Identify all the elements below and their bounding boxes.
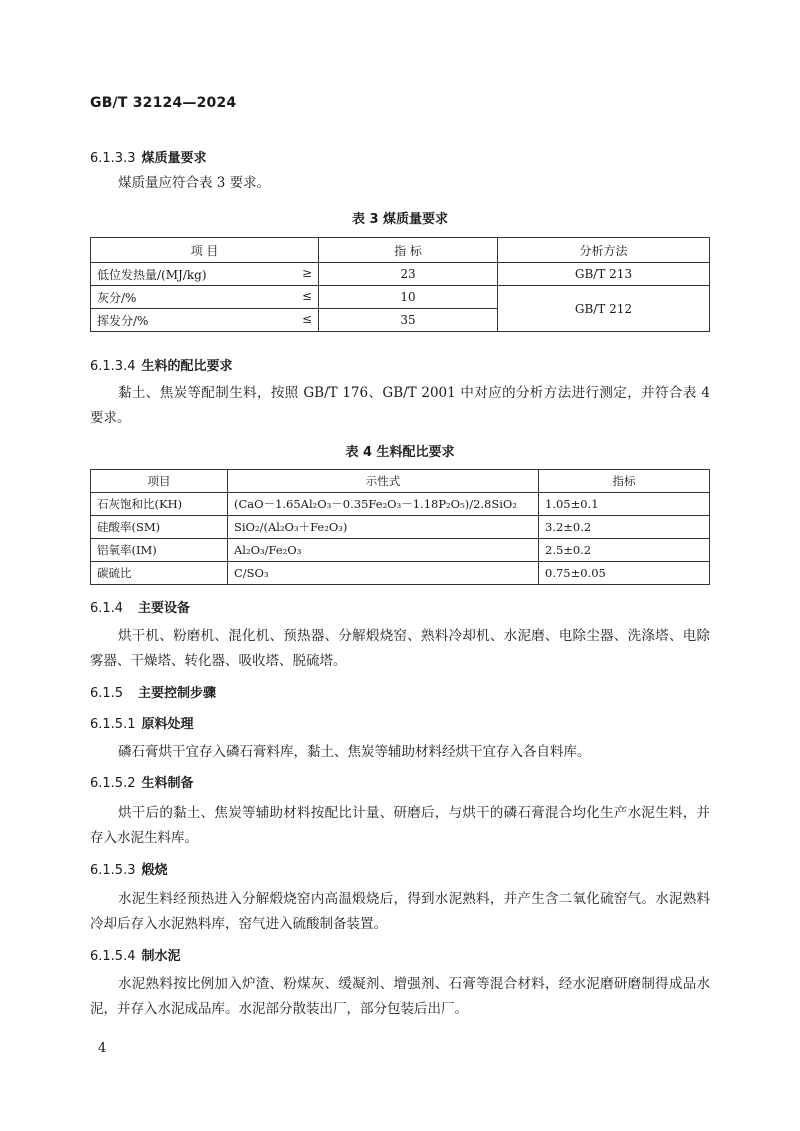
- table-cell: 3.2±0.2: [539, 516, 710, 539]
- paragraph: 磷石膏烘干宜存入磷石膏料库，黏土、焦炭等辅助材料经烘干宜存入各自料库。: [118, 744, 591, 760]
- table-cell: 碳硫比: [91, 562, 228, 585]
- section-heading-6-1-5-4: [90, 945, 181, 964]
- section-title: 主要控制步骤: [138, 686, 217, 701]
- section-heading-6-1-4: [90, 597, 190, 616]
- table-cell: 23: [319, 263, 498, 286]
- table-cell: 2.5±0.2: [539, 539, 710, 562]
- table-cell: 10: [319, 286, 498, 309]
- section-number: 6.1.5.4: [90, 949, 136, 964]
- section-title: 生料的配比要求: [141, 359, 233, 374]
- table-row: [91, 562, 710, 585]
- table-row: [91, 493, 710, 516]
- table-row: [91, 539, 710, 562]
- table-cell: 1.05±0.1: [539, 493, 710, 516]
- section-title: 煅烧: [141, 863, 168, 878]
- table-row: [91, 286, 710, 309]
- section-title: 制水泥: [141, 949, 181, 964]
- table-cell: 低位发热量/(MJ/kg) ≥: [91, 263, 319, 286]
- section-number: 6.1.5: [90, 686, 124, 701]
- section-number: 6.1.3.4: [90, 359, 136, 374]
- table-header: 示性式: [228, 470, 539, 493]
- table-cell: (CaO－1.65Al₂O₃－0.35Fe₂O₃－1.18P₂O₅)/2.8SiO₂: [228, 493, 539, 516]
- paragraph: 黏土、焦炭等配制生料，按照 GB/T 176、GB/T 2001 中对应的分析方法进行测定，并符合表 4 要求。: [90, 385, 710, 426]
- section-heading-6-1-5: [90, 682, 216, 701]
- table-header-row: [91, 470, 710, 493]
- table-row: [91, 263, 710, 286]
- table-cell: 铝氧率(IM): [91, 539, 228, 562]
- table-header: 分析方法: [498, 238, 710, 263]
- table-cell: Al₂O₃/Fe₂O₃: [228, 539, 539, 562]
- section-number: 6.1.3.3: [90, 151, 136, 166]
- comparison-symbol: ≤: [301, 311, 312, 326]
- table-header-row: [91, 238, 710, 263]
- paragraph: 烘干机、粉磨机、混化机、预热器、分解煅烧窑、熟料冷却机、水泥磨、电除尘器、洗涤塔、电除雾器、干燥塔、转化器、吸收塔、脱硫塔。: [90, 628, 710, 669]
- table-header: 项目: [91, 470, 228, 493]
- section-number: 6.1.4: [90, 601, 124, 616]
- section-number: 6.1.5.1: [90, 717, 136, 732]
- table-cell: 挥发分/% ≤: [91, 309, 319, 332]
- table-cell: 灰分/% ≤: [91, 286, 319, 309]
- section-number: 6.1.5.3: [90, 863, 136, 878]
- page-number: 4: [98, 1041, 107, 1056]
- standard-code: GB/T 32124—2024: [90, 95, 237, 111]
- paragraph: 烘干后的黏土、焦炭等辅助材料按配比计量、研磨后，与烘干的磷石膏混合均化生产水泥生料，并存入水泥生料库。: [90, 805, 710, 846]
- table-cell: 35: [319, 309, 498, 332]
- section-heading-6-1-5-3: [90, 859, 168, 878]
- table-cell: GB/T 212: [498, 286, 710, 332]
- table-cell: GB/T 213: [498, 263, 710, 286]
- table-4: [90, 469, 710, 585]
- paragraph: 水泥生料经预热进入分解煅烧窑内高温煅烧后，得到水泥熟料，并产生含二氧化硫窑气。水泥熟料冷却后存入水泥熟料库，窑气进入硫酸制备装置。: [90, 891, 710, 932]
- table-cell: SiO₂/(Al₂O₃＋Fe₂O₃): [228, 516, 539, 539]
- section-heading-6-1-5-1: [90, 713, 194, 732]
- table-cell: C/SO₃: [228, 562, 539, 585]
- paragraph: 煤质量应符合表 3 要求。: [118, 175, 271, 191]
- table-cell: 石灰饱和比(KH): [91, 493, 228, 516]
- table-header: 指 标: [319, 238, 498, 263]
- table-3-caption: 表 3 煤质量要求: [351, 212, 449, 227]
- paragraph: 水泥熟料按比例加入炉渣、粉煤灰、缓凝剂、增强剂、石膏等混合材料，经水泥磨研磨制得成品水泥，并存入水泥成品库。水泥部分散装出厂，部分包装后出厂。: [90, 976, 710, 1017]
- section-heading-6-1-5-2: [90, 772, 194, 791]
- table-cell: 硅酸率(SM): [91, 516, 228, 539]
- comparison-symbol: ≥: [301, 265, 312, 280]
- section-number: 6.1.5.2: [90, 776, 136, 791]
- section-title: 主要设备: [138, 601, 191, 616]
- table-3: [90, 237, 710, 332]
- section-title: 煤质量要求: [141, 151, 207, 166]
- section-heading-6-1-3-4: [90, 355, 233, 374]
- section-title: 生料制备: [141, 776, 194, 791]
- table-row: [91, 516, 710, 539]
- table-header: 指标: [539, 470, 710, 493]
- comparison-symbol: ≤: [301, 288, 312, 303]
- table-header: 项 目: [91, 238, 319, 263]
- section-title: 原料处理: [141, 717, 194, 732]
- table-cell: 0.75±0.05: [539, 562, 710, 585]
- table-4-caption: 表 4 生料配比要求: [345, 445, 455, 460]
- section-heading-6-1-3-3: [90, 147, 207, 166]
